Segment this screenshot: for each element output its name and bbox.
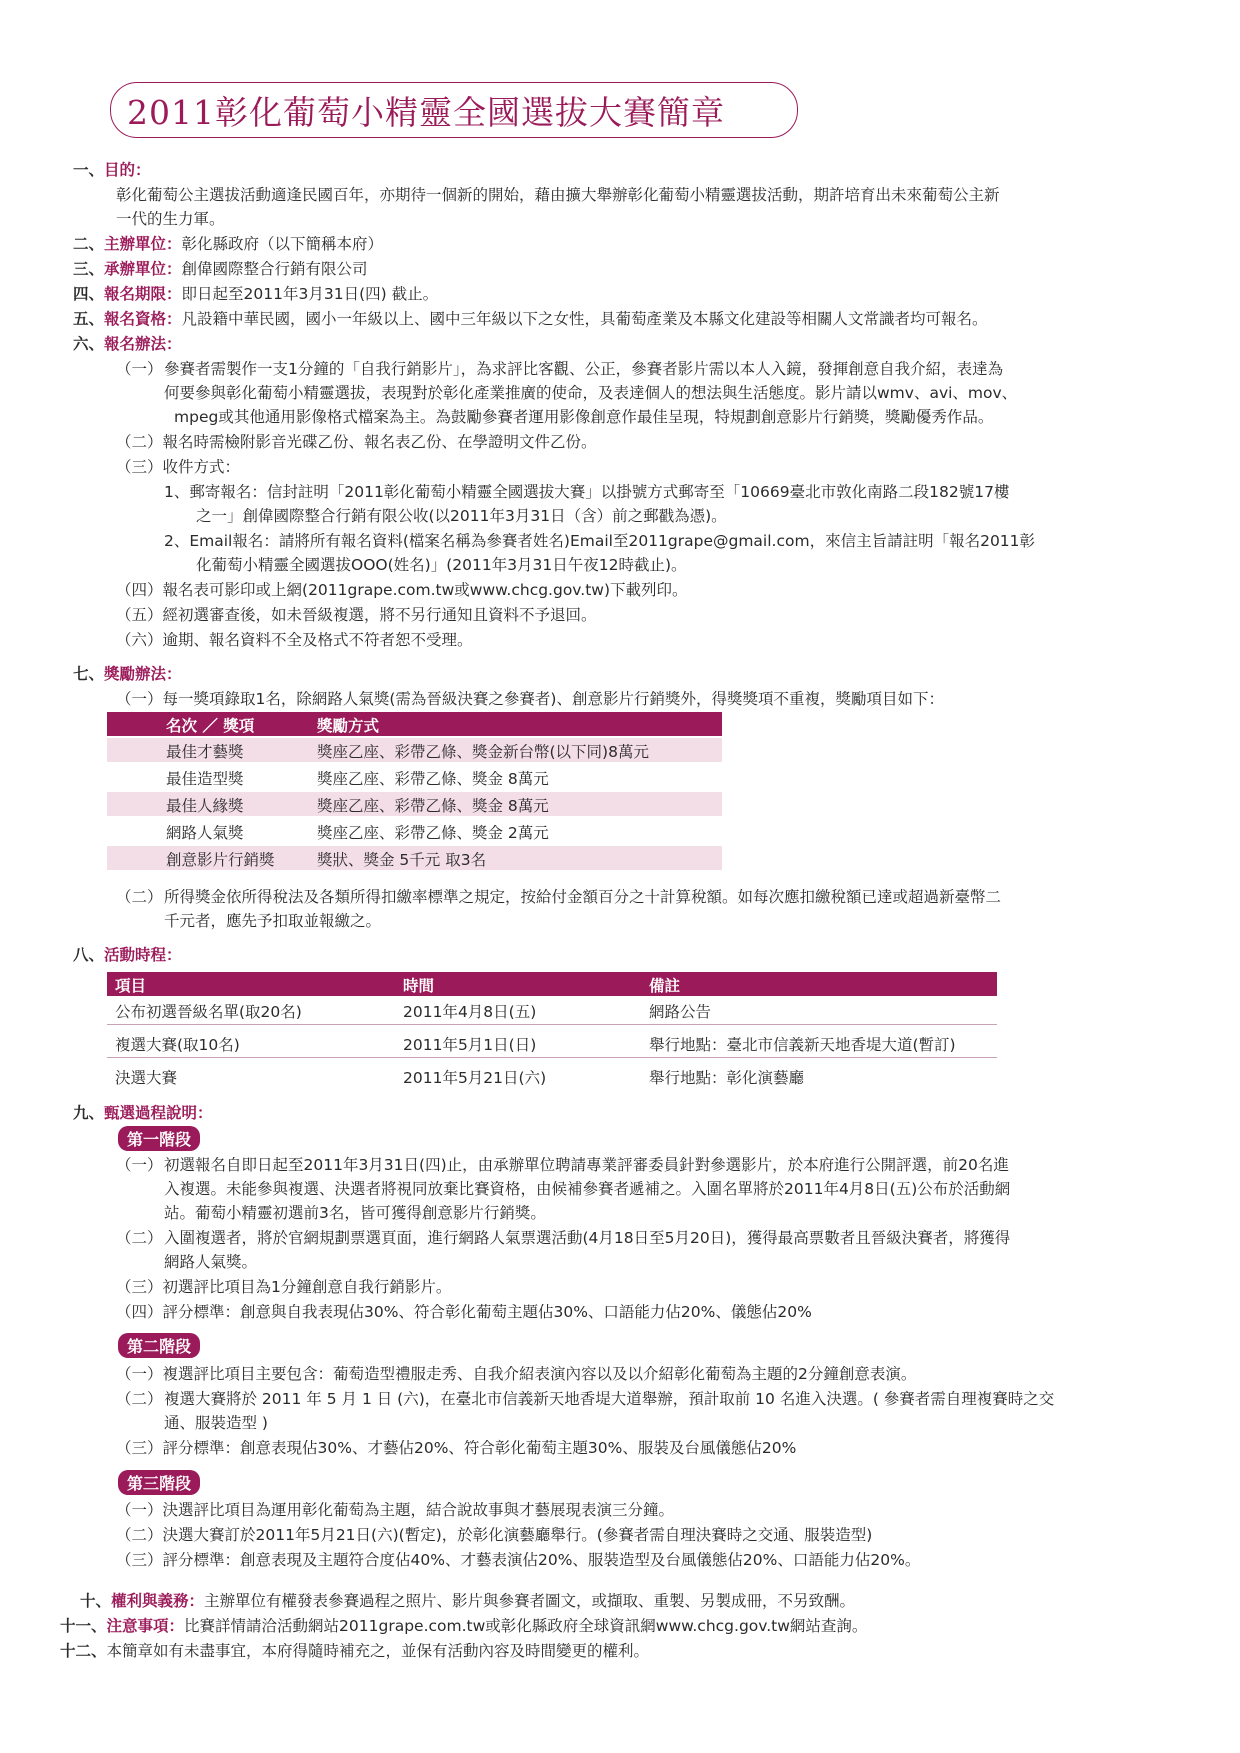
section-title: 甄選過程說明：	[104, 1104, 213, 1122]
item-number: （一）	[116, 360, 163, 378]
stage1-item3	[116, 1275, 451, 1297]
table-cell: 2011年5月21日(六)	[403, 1069, 547, 1087]
section-title: 獎勵辦法：	[104, 665, 182, 683]
item-text: 複選評比項目主要包含：葡萄造型禮服走秀、自我介紹表演內容以及以介紹彰化葡萄為主題的2分鐘創意表演。	[162, 1365, 917, 1383]
table-cell: 獎狀、獎金 5千元 取3名	[317, 851, 487, 869]
stage3-item3	[116, 1548, 920, 1570]
table-cell: 獎座乙座、彩帶乙條、獎金 8萬元	[317, 797, 549, 815]
section-number: 五、	[73, 310, 105, 328]
s6-item3	[116, 455, 240, 477]
table-cell: 網路公告	[649, 1003, 712, 1021]
item-text: 收件方式：	[162, 458, 241, 476]
table-cell: 獎座乙座、彩帶乙條、獎金 8萬元	[317, 770, 549, 788]
header-cell: 備註	[649, 977, 681, 995]
header-cell: 名次 ／ 獎項	[166, 717, 255, 735]
item-number: （三）	[116, 458, 163, 476]
section-11	[60, 1614, 867, 1636]
stage-2-badge: 第二階段	[118, 1333, 200, 1358]
awards-table-header	[107, 712, 722, 736]
s6-item6	[116, 628, 473, 650]
table-cell: 舉行地點：彰化演藝廳	[649, 1069, 805, 1087]
section-title: 報名辦法：	[104, 335, 182, 353]
item-number: （五）	[116, 606, 163, 624]
item-number: （二）	[116, 888, 163, 906]
header-cell: 項目	[115, 977, 147, 995]
item-number: （一）	[116, 1501, 163, 1519]
item-number: （三）	[116, 1439, 163, 1457]
item-number: （六）	[116, 631, 163, 649]
header-cell: 獎勵方式	[317, 717, 380, 735]
stage1-item4	[116, 1300, 812, 1322]
table-cell: 決選大賽	[115, 1069, 178, 1087]
stage1-item2-line2: 網路人氣獎。	[164, 1253, 258, 1271]
table-cell: 獎座乙座、彩帶乙條、獎金 2萬元	[317, 824, 549, 842]
item-text: 報名表可影印或上網(2011grape.com.tw或www.chcg.gov.tw)下載列印。	[162, 581, 688, 599]
section-7-heading	[73, 662, 182, 684]
section-number: 一、	[73, 161, 105, 179]
section-title: 權利與義務：	[111, 1592, 205, 1610]
section-title: 主辦單位：	[104, 235, 182, 253]
section-12	[60, 1639, 649, 1661]
stage3-item2	[116, 1523, 872, 1545]
section-6-heading	[73, 332, 182, 354]
section-number: 八、	[73, 946, 105, 964]
section-number: 十一、	[60, 1617, 107, 1635]
section-number: 十、	[80, 1592, 112, 1610]
stage2-item3	[116, 1436, 796, 1458]
section-number: 七、	[73, 665, 105, 683]
item-number: （二）	[116, 1229, 163, 1247]
s6-item1-line2: 何要參與彰化葡萄小精靈選拔，表現對於彰化產業推廣的使命，及表達個人的想法與生活態度。影片請以wmv、avi、mov、	[164, 384, 1018, 402]
stage1-item2-line1: 入圍複選者，將於官網規劃票選頁面，進行網路人氣票選活動(4月18日至5月20日)，獲得最高票數者且晉級決賽者，將獲得	[164, 1229, 1011, 1247]
table-cell: 舉行地點：臺北市信義新天地香堤大道(暫訂)	[649, 1036, 956, 1054]
stage1-item1-line2: 入複選。未能參與複選、決選者將視同放棄比賽資格，由候補參賽者遞補之。入圍名單將於2011年4月8日(五)公布於活動網	[164, 1180, 1011, 1198]
section-title: 報名期限：	[104, 285, 182, 303]
item-number: （二）	[116, 1526, 163, 1544]
item-text: 經初選審查後，如未晉級複選，將不另行通知且資料不予退回。	[162, 606, 597, 624]
table-cell: 最佳人緣獎	[166, 797, 244, 815]
section-number: 三、	[73, 260, 105, 278]
section-title: 報名資格：	[104, 310, 182, 328]
stage-1-badge: 第一階段	[118, 1126, 200, 1151]
section-text: 創偉國際整合行銷有限公司	[181, 260, 368, 278]
table-cell: 2011年5月1日(日)	[403, 1036, 537, 1054]
table-cell: 獎座乙座、彩帶乙條、獎金新台幣(以下同)8萬元	[317, 743, 649, 761]
section-9-heading	[73, 1101, 213, 1123]
section-title: 注意事項：	[106, 1617, 185, 1635]
section-number: 十二、	[60, 1642, 107, 1660]
schedule-table-header	[107, 972, 997, 996]
table-cell: 2011年4月8日(五)	[403, 1003, 537, 1021]
item-number: （一）	[116, 690, 163, 708]
table-cell: 創意影片行銷獎	[166, 851, 275, 869]
section-2	[73, 232, 383, 254]
section-text: 彰化縣政府（以下簡稱本府）	[181, 235, 384, 253]
s7-item1	[116, 687, 944, 709]
table-cell: 公布初選晉級名單(取20名)	[115, 1003, 302, 1021]
section-title: 目的：	[104, 161, 151, 179]
s6-item3-mail-line1: 1、郵寄報名：信封註明「2011彰化葡萄小精靈全國選拔大賽」以掛號方式郵寄至「10669臺北市敦化南路二段182號17樓	[164, 483, 1010, 501]
s7-item2-line1: 所得獎金依所得稅法及各類所得扣繳率標準之規定，按給付金額百分之十計算稅額。如每次應扣繳稅額已達或超過新臺幣二	[164, 888, 1002, 906]
item-text: 評分標準：創意表現及主題符合度佔40%、才藝表演佔20%、服裝造型及台風儀態佔20%、口語能力佔20%。	[162, 1551, 921, 1569]
section-1-heading	[73, 158, 151, 180]
section-3	[73, 257, 368, 279]
section-text: 比賽詳情請洽活動網站2011grape.com.tw或彰化縣政府全球資訊網www.chcg.gov.tw網站查詢。	[184, 1617, 868, 1635]
item-text: 每一獎項錄取1名，除網路人氣獎(需為晉級決賽之參賽者)、創意影片行銷獎外，得獎獎項不重複，獎勵項目如下：	[162, 690, 944, 708]
item-number: （三）	[116, 1278, 163, 1296]
section-number: 二、	[73, 235, 105, 253]
stage1-item1-line1: 初選報名自即日起至2011年3月31日(四)止，由承辦單位聘請專業評審委員針對參選影片，於本府進行公開評選，前20名進	[164, 1156, 1009, 1174]
title-frame	[110, 82, 798, 138]
section-text: 主辦單位有權發表參賽過程之照片、影片與參賽者圖文，或擷取、重製、另製成冊，不另致酬。	[204, 1592, 856, 1610]
section-number: 六、	[73, 335, 105, 353]
section-1-line-2: 一代的生力軍。	[116, 210, 225, 228]
item-text: 評分標準：創意與自我表現佔30%、符合彰化葡萄主題佔30%、口語能力佔20%、儀態佔20%	[162, 1303, 812, 1321]
section-1-line-1: 彰化葡萄公主選拔活動適逢民國百年，亦期待一個新的開始，藉由擴大舉辦彰化葡萄小精靈選拔活動，期許培育出未來葡萄公主新	[116, 186, 1000, 204]
item-text: 初選評比項目為1分鐘創意自我行銷影片。	[162, 1278, 452, 1296]
section-text: 即日起至2011年3月31日(四) 截止。	[181, 285, 439, 303]
stage2-item1	[116, 1362, 916, 1384]
section-text: 本簡章如有未盡事宜，本府得隨時補充之，並保有活動內容及時間變更的權利。	[106, 1642, 650, 1660]
s7-item2-line2: 千元者，應先予扣取並報繳之。	[164, 912, 382, 930]
s6-item2	[116, 430, 597, 452]
section-4	[73, 282, 438, 304]
row-divider	[107, 1024, 997, 1025]
item-text: 評分標準：創意表現佔30%、才藝佔20%、符合彰化葡萄主題30%、服裝及台風儀態佔20%	[162, 1439, 797, 1457]
s6-item3-mail-line2: 之一」創偉國際整合行銷有限公收(以2011年3月31日（含）前之郵戳為憑)。	[196, 507, 727, 525]
page-title: 2011彰化葡萄小精靈全國選拔大賽簡章	[127, 93, 725, 132]
stage-3-badge: 第三階段	[118, 1470, 200, 1495]
s6-item5	[116, 603, 597, 625]
section-number: 九、	[73, 1104, 105, 1122]
s6-item1-line3: mpeg或其他通用影像格式檔案為主。為鼓勵參賽者運用影像創意作最佳呈現，特規劃創意影片行銷獎，獎勵優秀作品。	[174, 408, 994, 426]
stage2-item2-line1: 複選大賽將於 2011 年 5 月 1 日 (六)，在臺北市信義新天地香堤大道舉辦，預計取前 10 名進入決選。( 參賽者需自理複賽時之交	[164, 1390, 1055, 1408]
item-number: （三）	[116, 1551, 163, 1569]
section-title: 承辦單位：	[104, 260, 182, 278]
item-text: 決選評比項目為運用彰化葡萄為主題，結合說故事與才藝展現表演三分鐘。	[162, 1501, 675, 1519]
item-number: （二）	[116, 433, 163, 451]
stage1-item1-line3: 站。葡萄小精靈初選前3名，皆可獲得創意影片行銷獎。	[164, 1204, 546, 1222]
stage3-item1	[116, 1498, 674, 1520]
section-5	[73, 307, 988, 329]
section-10	[80, 1589, 855, 1611]
s6-item4	[116, 578, 688, 600]
header-cell: 時間	[403, 977, 435, 995]
item-number: （一）	[116, 1156, 163, 1174]
item-text: 報名時需檢附影音光碟乙份、報名表乙份、在學證明文件乙份。	[162, 433, 597, 451]
item-number: （一）	[116, 1365, 163, 1383]
item-number: （四）	[116, 1303, 163, 1321]
s6-item3-email-line1: 2、Email報名：請將所有報名資料(檔案名稱為參賽者姓名)Email至2011grape@gmail.com，來信主旨請註明「報名2011彰	[164, 532, 1036, 550]
row-divider	[107, 1057, 997, 1058]
section-title: 活動時程：	[104, 946, 182, 964]
stage2-item2-line2: 通、服裝造型 )	[164, 1414, 268, 1432]
table-cell: 最佳造型獎	[166, 770, 244, 788]
table-cell: 複選大賽(取10名)	[115, 1036, 240, 1054]
s6-item1-line1: 參賽者需製作一支1分鐘的「自我行銷影片」，為求評比客觀、公正，參賽者影片需以本人入鏡，發揮創意自我介紹，表達為	[164, 360, 1004, 378]
item-text: 逾期、報名資料不全及格式不符者恕不受理。	[162, 631, 473, 649]
section-text: 凡設籍中華民國，國小一年級以上、國中三年級以下之女性，具葡萄產業及本縣文化建設等相關人文常識者均可報名。	[181, 310, 988, 328]
table-cell: 網路人氣獎	[166, 824, 244, 842]
item-text: 決選大賽訂於2011年5月21日(六)(暫定)，於彰化演藝廳舉行。(參賽者需自理決賽時之交通、服裝造型)	[162, 1526, 873, 1544]
item-number: （二）	[116, 1390, 163, 1408]
section-number: 四、	[73, 285, 105, 303]
s6-item3-email-line2: 化葡萄小精靈全國選拔OOO(姓名)」(2011年3月31日午夜12時截止)。	[196, 556, 687, 574]
section-8-heading	[73, 943, 182, 965]
item-number: （四）	[116, 581, 163, 599]
table-cell: 最佳才藝獎	[166, 743, 244, 761]
